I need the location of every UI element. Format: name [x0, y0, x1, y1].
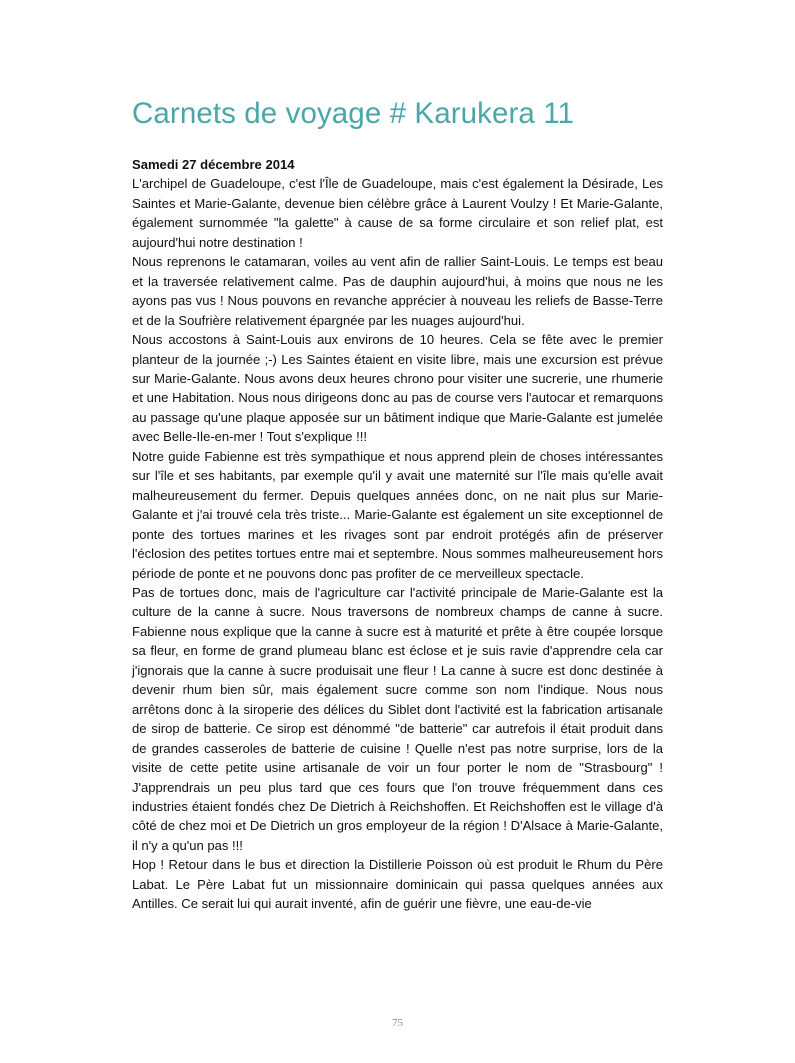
- entry-date: Samedi 27 décembre 2014: [132, 157, 295, 172]
- page-title: Carnets de voyage # Karukera 11: [132, 97, 575, 130]
- paragraph: Notre guide Fabienne est très sympathique et nous apprend plein de choses intéressantes sur l'île et ses habitants, par exemple qu'il y avait une maternité sur l'île mais qu'elle avait malheureusement du fermer. Depuis quelques années donc, on ne nait plus sur Marie-Galante et j'ai trouvé cela très triste... Marie-Galante est également un site exceptionnel de ponte des tortues marines et les rivages sont par endroit protégés afin de préserver l'éclosion des petites tortues entre mai et septembre. Nous sommes malheureusement hors période de ponte et ne pouvons donc pas profiter de ce merveilleux spectacle.: [132, 448, 663, 581]
- page-number: 75: [392, 1017, 403, 1029]
- paragraph: Hop ! Retour dans le bus et direction la Distillerie Poisson où est produit le Rhum du Père Labat. Le Père Labat fut un missionnaire dominicain qui passa quelques années aux Antilles. Ce serait lui qui aurait inventé, afin de guérir une fièvre, une eau-de-vie: [132, 857, 663, 912]
- paragraph: L'archipel de Guadeloupe, c'est l'Île de Guadeloupe, mais c'est également la Désirade, Les Saintes et Marie-Galante, devenue bien célèbre grâce à Laurent Voulzy ! Et Marie-Galante, également surnommée "la galette" à cause de sa forme circulaire et son relief plat, est aujourd'hui notre destination !: [132, 176, 663, 250]
- paragraph: Nous accostons à Saint-Louis aux environs de 10 heures. Cela se fête avec le premier planteur de la journée ;-) Les Saintes étaient en visite libre, mais une excursion est prévue sur Marie-Galante. Nous avons deux heures chrono pour visiter une sucrerie, une rhumerie et une Habitation. Nous nous dirigeons donc au pas de course vers l'autocar et remarquons au passage qu'une plaque apposée sur un bâtiment indique que Marie-Galante est jumelée avec Belle-Ile-en-mer ! Tout s'explique !!!: [132, 332, 663, 445]
- paragraph: Nous reprenons le catamaran, voiles au vent afin de rallier Saint-Louis. Le temps est beau et la traversée relativement calme. Pas de dauphin aujourd'hui, à moins que nous ne les ayons pas vus ! Nous pouvons en revanche apprécier à nouveau les reliefs de Basse-Terre et de la Soufrière relativement épargnée par les nuages aujourd'hui.: [132, 254, 663, 328]
- article-body: [132, 155, 663, 914]
- paragraph: Pas de tortues donc, mais de l'agriculture car l'activité principale de Marie-Galante est la culture de la canne à sucre. Nous traversons de nombreux champs de canne à sucre. Fabienne nous explique que la canne à sucre est à maturité et prête à être coupée lorsque sa fleur, en forme de grand plumeau blanc est éclose et je suis ravie d'apprendre cela car j'ignorais que la canne à sucre produisait une fleur ! La canne à sucre est donc destinée à devenir rhum bien sûr, mais également sucre comme son nom l'indique. Nous nous arrêtons donc à la siroperie des délices du Siblet dont l'activité est la fabrication artisanale de sirop de batterie. Ce sirop est dénommé "de batterie" car autrefois il était produit dans de grandes casseroles de batterie de cuisine ! Quelle n'est pas notre surprise, lors de la visite de cette petite usine artisanale de voir un four porter le nom de "Strasbourg" ! J'apprendrais un peu plus tard que ces fours que l'on trouve fréquemment dans ces industries étaient fondés chez De Dietrich à Reichshoffen. Et Reichshoffen est le village d'à côté de chez moi et De Dietrich un gros employeur de la région ! D'Alsace à Marie-Galante, il n'y a qu'un pas !!!: [132, 584, 663, 853]
